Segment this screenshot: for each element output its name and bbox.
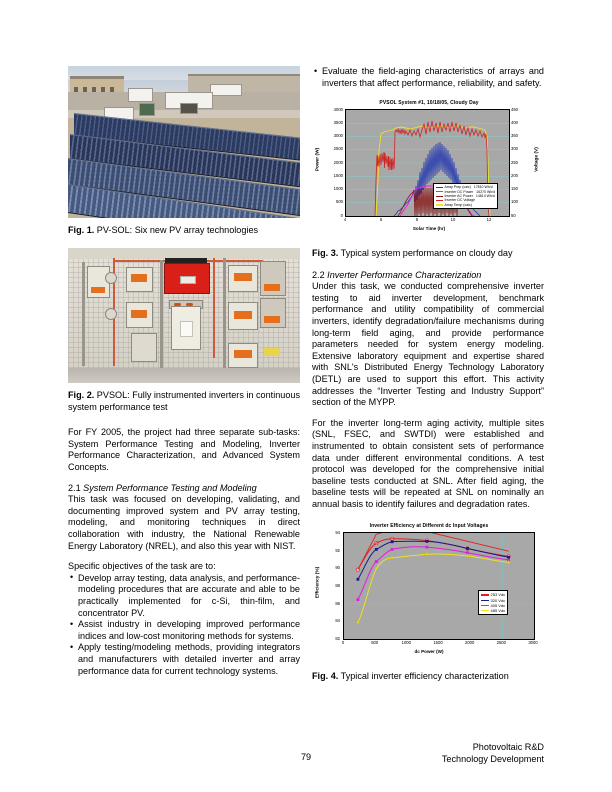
legend-value: 16270 Wh/d bbox=[476, 189, 496, 194]
legend-label: Inverter AC Power bbox=[444, 194, 473, 198]
y-tick: 82 bbox=[335, 635, 340, 641]
x-tick: 500 bbox=[371, 640, 379, 646]
figure-3-caption bbox=[312, 248, 544, 259]
background-building-right bbox=[188, 74, 300, 92]
figure-4-label: Fig. 4. bbox=[312, 671, 339, 682]
list-item: • Apply testing/modeling methods, providing integrators and manufacturers with detailed inverter and array performance data for current technology systems. bbox=[68, 642, 300, 677]
paragraph-section-2-1: This task was focused on developing, validating, and documenting improved system and PV array testing, modeling, and monitoring techniques in direct collaboration with industry, the National Renewable Energy Laboratory (NREL), and also this year with NIST. bbox=[68, 494, 300, 551]
warning-label bbox=[234, 350, 252, 358]
x-tick: 1000 bbox=[401, 640, 411, 646]
y-tick: 90 bbox=[335, 565, 340, 571]
yellow-equipment bbox=[264, 348, 280, 356]
y-tick: 3500 bbox=[333, 119, 343, 125]
warning-label bbox=[131, 274, 147, 282]
y2-tick: 150 bbox=[511, 186, 518, 192]
enclosure bbox=[126, 302, 153, 328]
y2-tick: 50 bbox=[511, 212, 516, 218]
objectives-list bbox=[68, 573, 300, 677]
chart-title: Inverter Efficiency at Different dc Input Voltages bbox=[369, 523, 489, 530]
x-tick: 4 bbox=[343, 217, 347, 223]
support-post bbox=[82, 262, 85, 366]
enclosure bbox=[126, 267, 153, 292]
figure-4-chart bbox=[312, 521, 546, 663]
legend-swatch bbox=[481, 600, 489, 602]
section-2-2-title: Inverter Performance Characterization bbox=[327, 269, 482, 280]
section-2-1-number: 2.1 bbox=[68, 482, 84, 493]
legend-swatch bbox=[436, 191, 443, 192]
y-tick: 4000 bbox=[333, 106, 343, 112]
y2-tick: 250 bbox=[511, 159, 518, 165]
y-tick: 86 bbox=[335, 600, 340, 606]
truck bbox=[180, 103, 198, 114]
y-tick: 84 bbox=[335, 618, 340, 624]
chart-title: PVSOL System #1, 10/18/05, Cloudy Day bbox=[379, 100, 479, 107]
footer-line-1: Photovoltaic R&D bbox=[472, 742, 544, 752]
y-tick: 94 bbox=[335, 529, 340, 535]
x-tick: 10 bbox=[450, 217, 456, 223]
enclosure bbox=[131, 333, 157, 362]
x-tick: 6 bbox=[379, 217, 383, 223]
support-post bbox=[223, 258, 226, 368]
y-tick: 3000 bbox=[333, 133, 343, 139]
warning-label bbox=[91, 287, 105, 293]
legend-value: 17810 Wh/d bbox=[473, 185, 493, 190]
figure-2-caption-text: PVSOL: Fully instrumented inverters in continuous system performance test bbox=[68, 390, 300, 412]
truck bbox=[210, 84, 242, 96]
y-axis-label: Efficiency (%) bbox=[315, 567, 321, 599]
fig4-plot-svg bbox=[344, 533, 534, 639]
legend-label: Array Prep (calc) bbox=[444, 185, 471, 190]
truck bbox=[128, 88, 153, 102]
enclosure bbox=[228, 302, 258, 330]
legend-label: Inverter DC Voltage bbox=[444, 198, 476, 203]
section-2-1-title: System Performance Testing and Modeling bbox=[83, 482, 257, 493]
y-tick: 1500 bbox=[333, 172, 343, 178]
x-tick: 2000 bbox=[465, 640, 475, 646]
figure-1-caption-text: PV-SOL: Six new PV array technologies bbox=[94, 225, 259, 235]
legend-label: Array Temp (calc) bbox=[444, 202, 472, 207]
y-tick: 0 bbox=[340, 212, 343, 218]
right-column bbox=[312, 66, 544, 683]
legend-label: Inverter DC Power bbox=[444, 189, 474, 194]
panelboard bbox=[260, 261, 286, 296]
legend-swatch bbox=[481, 605, 489, 607]
x-tick: 0 bbox=[341, 640, 345, 646]
legend-label: 485 Vdc bbox=[490, 608, 506, 614]
conduit bbox=[213, 258, 215, 358]
legend-label: 320 Vdc bbox=[490, 597, 506, 603]
legend-swatch bbox=[436, 204, 443, 205]
y2-tick: 300 bbox=[511, 146, 518, 152]
floor bbox=[68, 368, 300, 383]
x-axis-label: dc Power (W) bbox=[414, 649, 444, 655]
legend-swatch bbox=[481, 610, 489, 612]
paragraph-aging: For the inverter long-term aging activity, multiple sites (SNL, FSEC, and SWTDI) were established and instrumented to obtain consistent sets of performance data under different environmental conditions. A test protocol was developed for the comprehensive initial baseline tests conducted at SNL. After field aging, the baseline tests will be repeated at SNL on nominally an annual basis to identify failures and degradation rates. bbox=[312, 417, 544, 509]
figure-1-label: Fig. 1. bbox=[68, 225, 95, 235]
warning-label bbox=[234, 311, 252, 319]
paragraph-fy2005: For FY 2005, the project had three separate sub-tasks: System Performance Testing and Modeling, Inverter Performance Characterization, and Advanced System Concepts. bbox=[68, 427, 300, 472]
figure-3-chart bbox=[312, 98, 546, 240]
y2-tick: 100 bbox=[511, 199, 518, 205]
y2-tick: 200 bbox=[511, 172, 518, 178]
x-tick: 8 bbox=[415, 217, 419, 223]
y-tick: 88 bbox=[335, 582, 340, 588]
dumpster bbox=[139, 103, 155, 116]
figure-2-caption bbox=[68, 390, 300, 413]
legend-label: 405 Vdc bbox=[490, 602, 506, 608]
footer-program bbox=[442, 742, 544, 765]
legend-label: 253 Vdc bbox=[490, 592, 506, 598]
warning-label bbox=[234, 273, 252, 281]
plot-area bbox=[343, 532, 535, 640]
x-axis-label: Solar Time (hr) bbox=[412, 226, 446, 232]
y-axis-label: Power (W) bbox=[315, 147, 321, 172]
support-post bbox=[160, 260, 163, 368]
y-tick: 500 bbox=[336, 199, 343, 205]
legend-item bbox=[436, 203, 495, 207]
legend-swatch bbox=[481, 594, 489, 596]
legend-swatch bbox=[436, 200, 443, 201]
y2-tick: 450 bbox=[511, 106, 518, 112]
legend-swatch bbox=[436, 196, 443, 197]
y2-tick: 350 bbox=[511, 133, 518, 139]
y-tick: 2000 bbox=[333, 159, 343, 165]
warning-label bbox=[131, 310, 147, 318]
section-2-2-heading bbox=[312, 270, 544, 282]
figure-3-label: Fig. 3. bbox=[312, 248, 339, 259]
chart-legend bbox=[478, 590, 508, 615]
list-item: • Develop array testing, data analysis, and performance-modeling procedures that are accurate and able to be practically implemented for c-Si, thin-film, and concentrator PV. bbox=[68, 573, 300, 619]
list-item: • Evaluate the field-aging characteristics of arrays and inverters that affect performance, reliability, and safety. bbox=[312, 66, 544, 89]
section-2-1-heading bbox=[68, 483, 300, 495]
paragraph-section-2-2: Under this task, we conducted comprehensive inverter testing to aid inverter development, benchmark performance and utility compatibility of commercial inverters, identify degradation/failure mechanisms during long-term field aging, and provide performance parameters needed for system energy modeling. Extensive laboratory equipment and expertise shared with SNL's Distributed Energy Technology Laboratory (DETL) are used to support this effort. This activity addresses the “Inverter Testing and Industry Support” section of the MYPP. bbox=[312, 281, 544, 408]
y2-tick: 400 bbox=[511, 119, 518, 125]
warning-label bbox=[264, 316, 280, 323]
figure-2-photo-inverters bbox=[68, 248, 300, 383]
figure-3-caption-text: Typical system performance on cloudy day bbox=[338, 248, 513, 259]
objectives-intro: Specific objectives of the task are to: bbox=[68, 561, 216, 572]
figure-4-caption bbox=[312, 671, 544, 682]
x-tick: 2500 bbox=[496, 640, 506, 646]
footer-line-2: Technology Development bbox=[441, 753, 544, 764]
evaluate-bullet-list bbox=[312, 66, 544, 89]
legend-swatch bbox=[436, 187, 443, 188]
y-tick: 92 bbox=[335, 547, 340, 553]
left-column bbox=[68, 66, 300, 677]
red-inverter bbox=[164, 263, 210, 294]
warning-label bbox=[264, 284, 280, 291]
chart-legend bbox=[433, 183, 498, 209]
x-tick: 12 bbox=[486, 217, 492, 223]
figure-4-caption-text: Typical inverter efficiency characterization bbox=[338, 671, 509, 682]
enclosure bbox=[228, 265, 258, 292]
white-inverter bbox=[171, 306, 201, 350]
page-number: 79 bbox=[300, 752, 312, 762]
x-tick: 3000 bbox=[528, 640, 538, 646]
figure-2-label: Fig. 2. bbox=[68, 390, 95, 401]
x-tick: 1500 bbox=[433, 640, 443, 646]
y-tick: 2500 bbox=[333, 146, 343, 152]
figure-1-caption bbox=[68, 225, 300, 236]
enclosure bbox=[228, 343, 258, 368]
figure-1-photo-pv-array bbox=[68, 66, 300, 218]
legend-value: 14814 Wh/d bbox=[475, 194, 495, 198]
y2-axis-label: Voltage (V) bbox=[534, 147, 540, 173]
panelboard bbox=[260, 298, 286, 328]
legend-item bbox=[481, 608, 505, 613]
list-item: • Assist industry in developing improved performance indices and low-cost monitoring methods for systems. bbox=[68, 619, 300, 642]
y-tick: 1000 bbox=[333, 186, 343, 192]
section-2-2-number: 2.2 bbox=[312, 269, 328, 280]
